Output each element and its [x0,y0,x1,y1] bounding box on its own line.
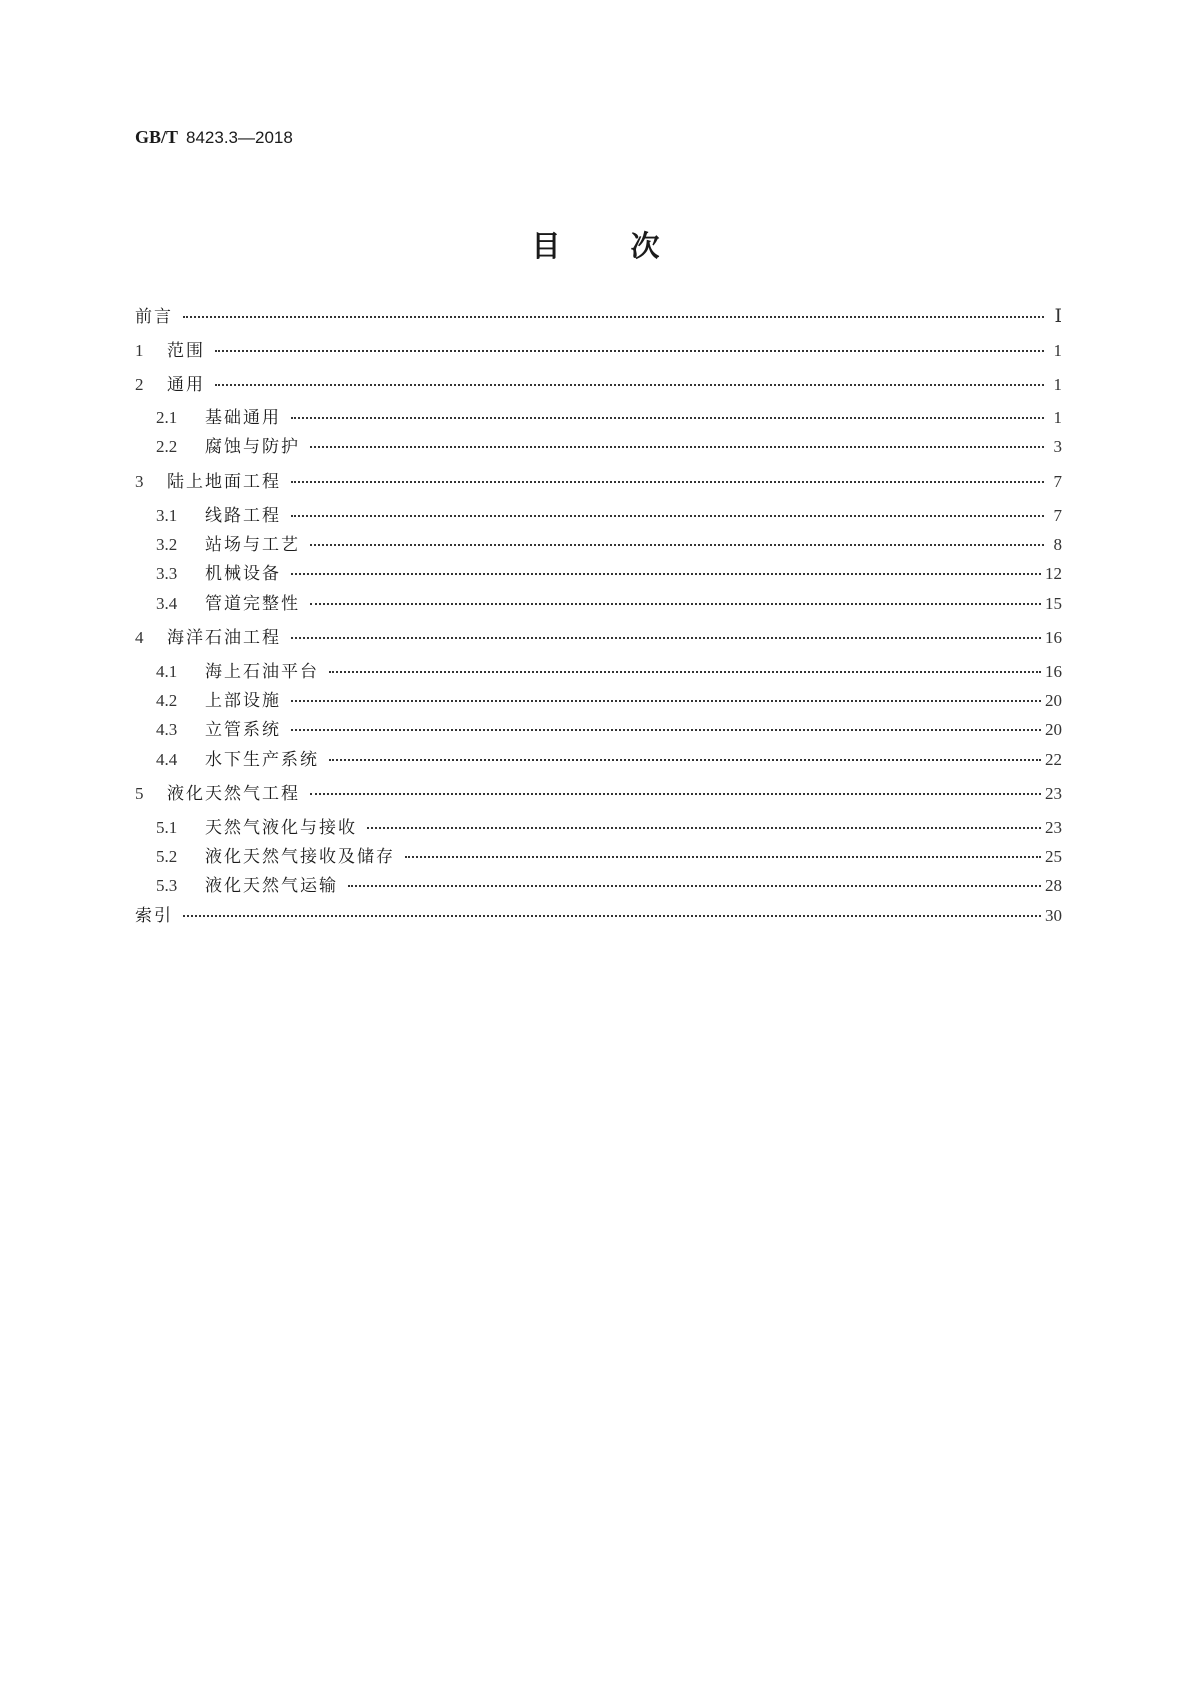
toc-entry-number: 5.1 [156,818,178,837]
toc-entry-page: 23 [1045,818,1062,837]
toc-leader-dots [310,446,1044,448]
toc-entry-page: 30 [1045,906,1062,925]
toc-entry-label: 线路工程 [205,506,281,526]
toc-entry-number: 4.1 [156,662,178,681]
toc-entry-page: 22 [1045,750,1062,769]
toc-entry[interactable] [135,748,1062,772]
page-title-char-2: 次 [630,229,660,263]
toc-leader-dots [291,515,1044,517]
toc-leader-dots [367,827,1041,829]
toc-entry-label: 基础通用 [205,408,281,428]
toc-entry-page: 28 [1045,876,1062,895]
toc-entry[interactable] [135,406,1062,430]
toc-leader-dots [291,700,1041,702]
toc-entry-number: 4 [135,628,144,647]
toc-entry[interactable] [135,435,1062,459]
toc-entry-number: 2.1 [156,408,178,427]
toc-entry-label: 通用 [167,375,205,395]
document-code [135,127,293,148]
toc-entry-number: 3.4 [156,594,178,613]
toc-entry-page: 23 [1045,784,1062,803]
toc-entry[interactable] [135,470,1062,494]
toc-entry-label: 液化天然气接收及储存 [205,847,395,867]
toc-entry[interactable] [135,626,1062,650]
toc-entry[interactable] [135,689,1062,713]
toc-entry-label: 天然气液化与接收 [205,818,357,838]
toc-leader-dots [291,573,1041,575]
toc-entry-number: 3.3 [156,564,178,583]
page-title [0,226,1191,266]
toc-leader-dots [183,915,1041,917]
toc-entry-number: 4.4 [156,750,178,769]
toc-leader-dots [348,885,1041,887]
toc-entry[interactable] [135,562,1062,586]
toc-entry[interactable] [135,816,1062,840]
toc-entry-number: 3 [135,472,144,491]
toc-entry-number: 5 [135,784,144,803]
toc-entry-number: 4.3 [156,720,178,739]
toc-entry-number: 3.2 [156,535,178,554]
toc-entry[interactable] [135,660,1062,684]
toc-entry-label: 上部设施 [205,691,281,711]
toc-leader-dots [291,637,1041,639]
toc-leader-dots [329,759,1041,761]
toc-entry-page: 25 [1045,847,1062,866]
toc-entry[interactable] [135,592,1062,616]
toc-entry-label: 液化天然气运输 [205,876,338,896]
toc-entry-label: 腐蚀与防护 [205,437,300,457]
toc-entry-number: 4.2 [156,691,178,710]
toc-entry-page: Ⅰ [1054,306,1062,327]
toc-leader-dots [215,384,1044,386]
toc-entry-label: 管道完整性 [205,594,300,614]
toc-entry-number: 5.2 [156,847,178,866]
toc-leader-dots [310,793,1041,795]
toc-entry[interactable] [135,305,1062,329]
toc-entry-label: 机械设备 [205,564,281,584]
toc-entry-number: 3.1 [156,506,178,525]
toc-entry-label: 海上石油平台 [205,662,319,682]
toc-leader-dots [183,316,1044,318]
toc-entry-page: 7 [1053,472,1062,491]
toc-entry-label: 站场与工艺 [205,535,300,555]
toc-entry-number: 1 [135,341,144,360]
toc-entry[interactable] [135,904,1062,928]
toc-entry[interactable] [135,339,1062,363]
toc-entry[interactable] [135,504,1062,528]
toc-entry[interactable] [135,845,1062,869]
toc-entry-page: 12 [1045,564,1062,583]
toc-entry-label: 液化天然气工程 [167,784,300,804]
page-title-char-1: 目 [531,229,561,263]
toc-entry-number: 5.3 [156,876,178,895]
toc-entry-label: 海洋石油工程 [167,628,281,648]
toc-entry-page: 7 [1053,506,1062,525]
toc-entry[interactable] [135,874,1062,898]
toc-entry-page: 20 [1045,691,1062,710]
toc-entry-page: 16 [1045,662,1062,681]
toc-leader-dots [291,729,1041,731]
toc-entry-label: 范围 [167,341,205,361]
toc-entry[interactable] [135,782,1062,806]
toc-entry[interactable] [135,533,1062,557]
toc-entry[interactable] [135,718,1062,742]
document-code-prefix: GB/T [135,127,179,147]
toc-entry-number: 2 [135,375,144,394]
toc-entry-page: 16 [1045,628,1062,647]
toc-entry[interactable] [135,373,1062,397]
toc-leader-dots [215,350,1044,352]
toc-entry-page: 20 [1045,720,1062,739]
toc-entry-page: 15 [1045,594,1062,613]
toc-leader-dots [310,544,1044,546]
toc-leader-dots [405,856,1041,858]
document-code-number: 8423.3—2018 [186,128,293,147]
toc-leader-dots [291,481,1044,483]
toc-entry-page: 1 [1053,408,1062,427]
toc-entry-label: 前言 [135,307,173,327]
toc-entry-page: 8 [1053,535,1062,554]
toc-entry-label: 水下生产系统 [205,750,319,770]
toc-entry-page: 1 [1053,341,1062,360]
toc-entry-label: 陆上地面工程 [167,472,281,492]
toc-leader-dots [310,603,1041,605]
toc-entry-label: 索引 [135,906,173,926]
toc-entry-label: 立管系统 [205,720,281,740]
toc-entry-page: 3 [1053,437,1062,456]
toc-entry-number: 2.2 [156,437,178,456]
toc-leader-dots [291,417,1044,419]
toc-leader-dots [329,671,1041,673]
toc-entry-page: 1 [1053,375,1062,394]
